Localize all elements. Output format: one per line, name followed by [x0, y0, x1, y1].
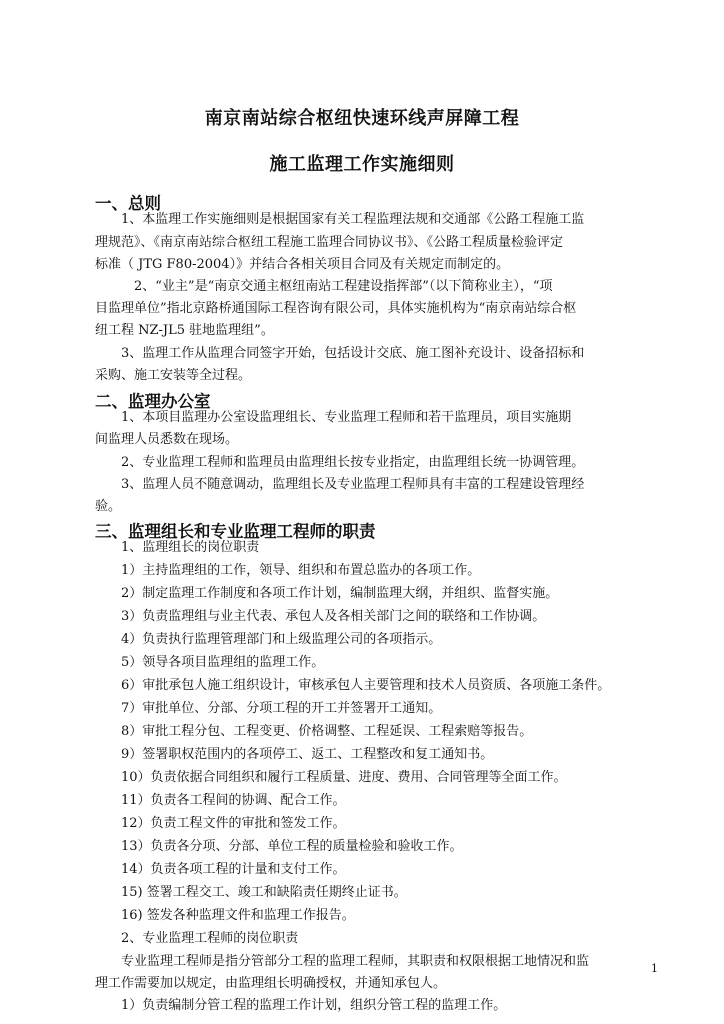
paragraph-line: 2、专业监理工程师和监理员由监理组长按专业指定，由监理组长统一协调管理。 [121, 455, 585, 470]
section-heading: 三、监理组长和专业监理工程师的职责 [95, 522, 376, 541]
list-item: 1）主持监理组的工作，领导、组织和布置总监办的各项工作。 [121, 563, 481, 578]
paragraph-line: 2、专业监理工程师的岗位职责 [121, 931, 299, 946]
list-item: 13）负责各分项、分部、单位工程的质量检验和验收工作。 [121, 839, 463, 854]
document-subtitle: 施工监理工作实施细则 [269, 154, 455, 175]
list-item: 10）负责依据合同组织和履行工程质量、进度、费用、合同管理等全面工作。 [121, 770, 567, 785]
list-item: 11）负责各工程间的协调、配合工作。 [121, 793, 346, 808]
list-item: 9）签署职权范围内的各项停工、返工、工程整改和复工通知书。 [121, 747, 494, 762]
paragraph-line: 2、“业主”是“南京交通主枢纽南站工程建设指挥部”（以下简称业主），“项 [134, 279, 553, 294]
list-item: 4）负责执行监理管理部门和上级监理公司的各项指示。 [121, 632, 442, 647]
list-item: 5）领导各项目监理组的监理工作。 [121, 655, 325, 670]
paragraph-line: 1、监理组长的岗位职责 [121, 540, 260, 555]
list-item: 15) 签署工程交工、竣工和缺陷责任期终止证书。 [121, 885, 407, 900]
paragraph-line: 1、本项目监理办公室设监理组长、专业监理工程师和若干监理员，项目实施期 [121, 410, 572, 425]
list-item: 16) 签发各种监理文件和监理工作报告。 [121, 908, 355, 923]
paragraph-line: 理规范》、《南京南站综合枢纽工程施工监理合同协议书》、《公路工程质量检验评定 [95, 235, 564, 250]
section-heading: 二、监理办公室 [95, 392, 211, 411]
list-item: 7）审批单位、分部、分项工程的开工并签署开工通知。 [121, 701, 442, 716]
paragraph-line: 采购、施工安装等全过程。 [95, 368, 252, 383]
list-item: 3）负责监理组与业主代表、承包人及各相关部门之间的联络和工作协调。 [121, 609, 546, 624]
list-item: 8）审批工程分包、工程变更、价格调整、工程延误、工程索赔等报告。 [121, 724, 533, 739]
paragraph-line: 间监理人员悉数在现场。 [95, 432, 239, 447]
paragraph-line: 3、监理人员不随意调动，监理组长及专业监理工程师具有丰富的工程建设管理经 [121, 477, 585, 492]
paragraph-line: 纽工程 NZ-JL5 驻地监理组”。 [95, 323, 274, 338]
paragraph-line: 3、监理工作从监理合同签字开始，包括设计交底、施工图补充设计、设备招标和 [121, 346, 585, 361]
page-number: 1 [651, 962, 658, 975]
paragraph-line: 验。 [95, 499, 122, 514]
list-item: 1）负责编制分管工程的监理工作计划，组织分管工程的监理工作。 [121, 998, 507, 1013]
paragraph-line: 专业监理工程师是指分管部分工程的监理工程师，其职责和权限根据工地情况和监 [121, 954, 590, 969]
document-title: 南京南站综合枢纽快速环线声屏障工程 [204, 108, 520, 129]
list-item: 14）负责各项工程的计量和支付工作。 [121, 862, 346, 877]
paragraph-line: 标准（ JTG F80-2004）》并结合各相关项目合同及有关规定而制定的。 [95, 257, 510, 272]
list-item: 2）制定监理工作制度和各项工作计划，编制监理大纲，并组织、监督实施。 [121, 586, 559, 601]
paragraph-line: 目监理单位”指北京路桥通国际工程咨询有限公司，具体实施机构为“南京南站综合枢 [95, 301, 577, 316]
paragraph-line: 1、本监理工作实施细则是根据国家有关工程监理法规和交通部《公路工程施工监 [121, 212, 585, 227]
list-item: 6）审批承包人施工组织设计，审核承包人主要管理和技术人员资质、各项施工条件。 [121, 678, 611, 693]
paragraph-line: 理工作需要加以规定，由监理组长明确授权，并通知承包人。 [95, 976, 447, 991]
section-heading: 一、总则 [95, 194, 161, 213]
list-item: 12）负责工程文件的审批和签发工作。 [121, 816, 346, 831]
